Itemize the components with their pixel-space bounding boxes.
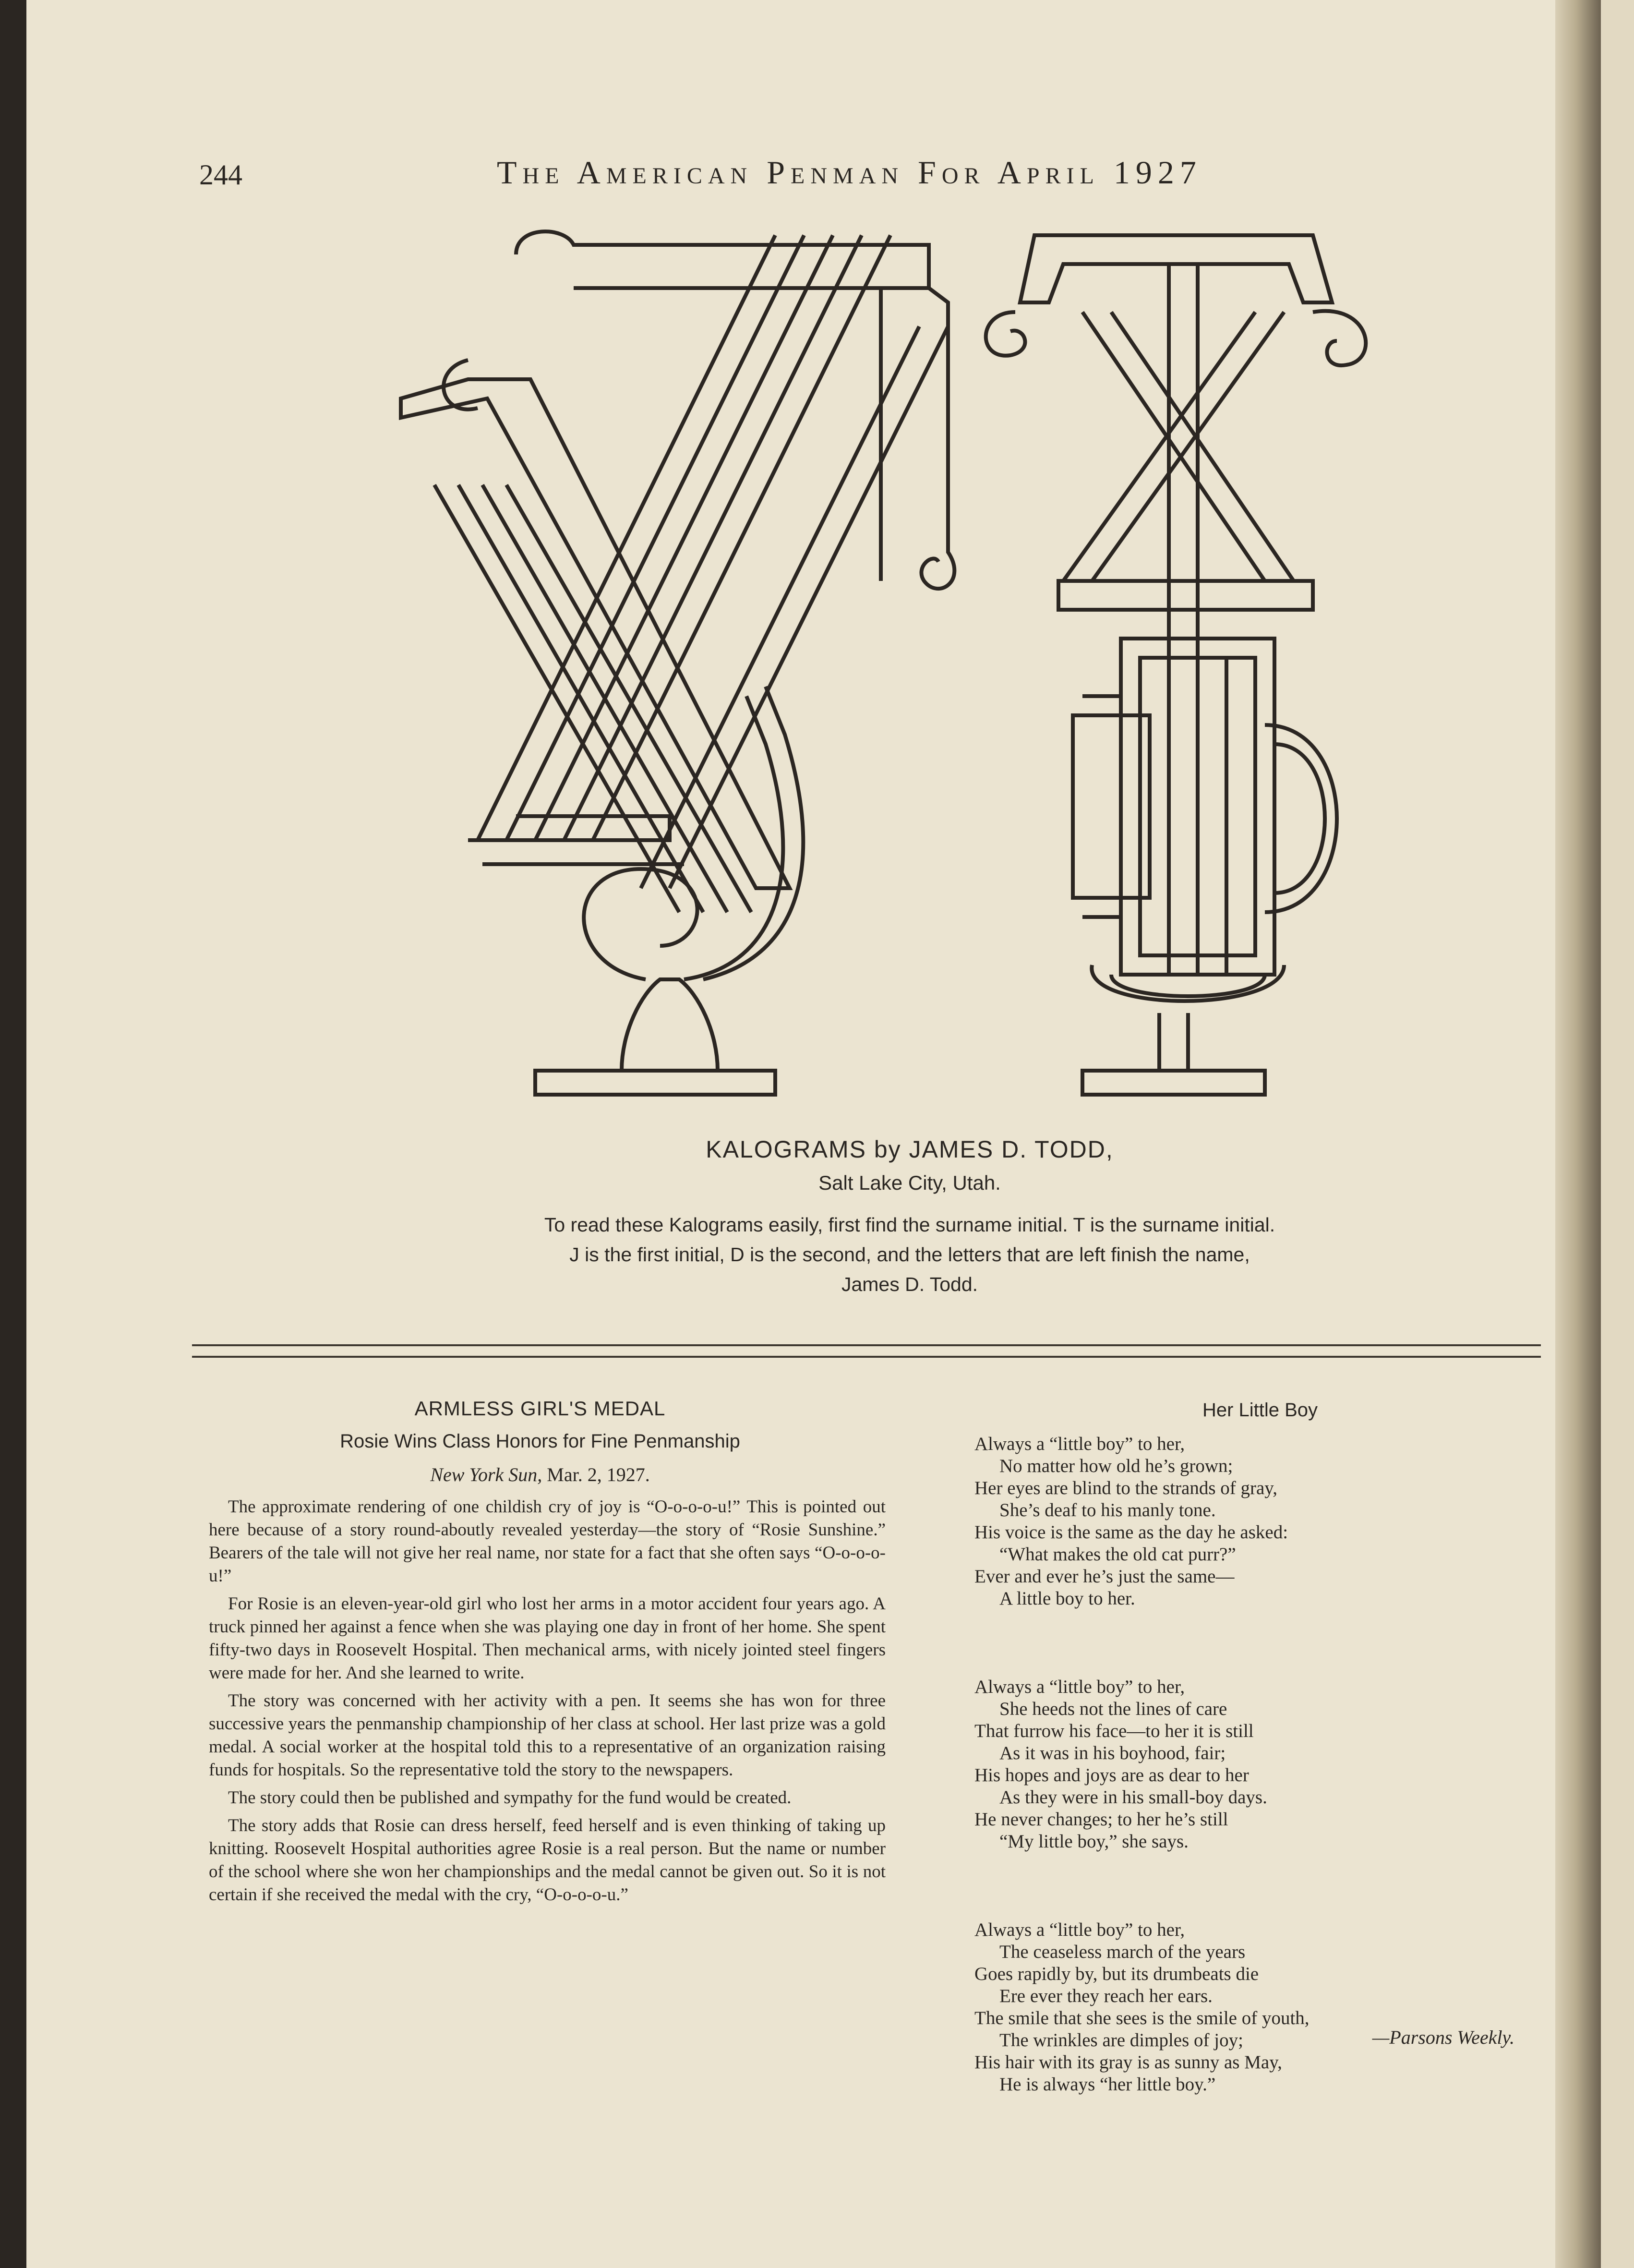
kalograms-caption-place: Salt Lake City, Utah.: [818, 1171, 1001, 1194]
kalogram-illustrations: [372, 216, 1438, 1119]
kalogram-left: [401, 231, 954, 1095]
poem-line: Her eyes are blind to the strands of gray,: [974, 1478, 1278, 1498]
poem-line: Always a “little boy” to her,: [974, 1919, 1185, 1940]
poem-line: She’s deaf to his manly tone.: [999, 1500, 1216, 1520]
source-name: New York Sun,: [430, 1464, 542, 1485]
poem-line: That furrow his face—to her it is still: [974, 1721, 1254, 1741]
article-paragraph: The story adds that Rosie can dress herself, feed herself and is even thinking of taking up knitting. Roosevelt Hospital authorities agree Rosie is a real person. But the name or number of the school where she won her championships and the medal cannot be given out. So it is not certain if she received the medal with the cry, “O-o-o-o-u.”: [209, 1816, 886, 1905]
poem-line: Always a “little boy” to her,: [974, 1677, 1185, 1697]
article-source: [194, 1463, 886, 1486]
poem-body: [974, 1433, 1570, 2162]
article-title: ARMLESS GIRL'S MEDAL: [414, 1397, 666, 1420]
poem-line: He never changes; to her he’s still: [974, 1809, 1228, 1830]
article-subtitle: Rosie Wins Class Honors for Fine Penmanship: [340, 1431, 740, 1452]
kalogram-right: [986, 235, 1366, 1095]
double-rule-divider: [192, 1344, 1541, 1358]
caption-line: To read these Kalograms easily, first find the surname initial. T is the surname initial.: [544, 1214, 1275, 1236]
poem-line: His voice is the same as the day he asked:: [974, 1522, 1288, 1543]
running-head: The American Penman For April 1927: [497, 154, 1202, 191]
poem-line: The smile that she sees is the smile of youth,: [974, 2008, 1310, 2028]
poem-line: No matter how old he’s grown;: [999, 1456, 1233, 1476]
article-paragraph: For Rosie is an eleven-year-old girl who lost her arms in a motor accident four years ago. A truck pinned her against a fence when she was playing one day in front of her home. She spent fifty-two days in Roosevelt Hospital. Then mechanical arms, with nicely jointed steel fingers were made for her. And she learned to write.: [209, 1594, 886, 1683]
page-number: 244: [199, 159, 242, 191]
poem-attribution: —Parsons Weekly.: [1372, 2027, 1514, 2048]
magazine-page: [26, 0, 1582, 2268]
kalograms-caption-instructions: [396, 1210, 1423, 1299]
poem-line: A little boy to her.: [999, 1588, 1135, 1609]
poem-stanza: [974, 1433, 1570, 1610]
article-body: [209, 1496, 886, 1911]
caption-line: J is the first initial, D is the second, and the letters that are left finish the name,: [569, 1243, 1250, 1266]
poem-title: Her Little Boy: [1202, 1399, 1318, 1421]
poem-line: His hair with its gray is as sunny as May,: [974, 2052, 1282, 2073]
poem-line: Ere ever they reach her ears.: [999, 1986, 1213, 2006]
poem-line: The ceaseless march of the years: [999, 1942, 1246, 1962]
poem-line: “What makes the old cat purr?”: [999, 1544, 1236, 1565]
article-paragraph: The story was concerned with her activity with a pen. It seems she has won for three successive years the penmanship championship of her class at school. Her last prize was a gold medal. A social worker at the hospital told this to a representative of an organization raising funds for hospitals. So the representative told the story to the newspapers.: [209, 1691, 886, 1780]
source-date: Mar. 2, 1927.: [547, 1464, 650, 1485]
article-paragraph: The approximate rendering of one childish cry of joy is “O-o-o-o-u!” This is pointed out here because of a story round-aboutly revealed yesterday—the story of “Rosie Sunshine.” Bearers of the tale will not give her real name, nor state for a fact that she often says “O-o-o-o-u!”: [209, 1497, 886, 1586]
poem-line: “My little boy,” she says.: [999, 1831, 1189, 1852]
poem-line: Always a “little boy” to her,: [974, 1434, 1185, 1454]
poem-stanza: [974, 1919, 1570, 2096]
poem-line: The wrinkles are dimples of joy;: [999, 2030, 1243, 2051]
article-paragraph: The story could then be published and sympathy for the fund would be created.: [228, 1788, 792, 1808]
poem-line: Goes rapidly by, but its drumbeats die: [974, 1964, 1259, 1984]
poem-line: She heeds not the lines of care: [999, 1699, 1227, 1719]
poem-line: His hopes and joys are as dear to her: [974, 1765, 1249, 1785]
poem-line: Ever and ever he’s just the same—: [974, 1566, 1235, 1587]
book-spine-shadow: [1555, 0, 1601, 2268]
kalograms-caption-title: KALOGRAMS by JAMES D. TODD,: [706, 1136, 1114, 1163]
poem-line: He is always “her little boy.”: [999, 2074, 1216, 2095]
caption-line: James D. Todd.: [841, 1273, 978, 1295]
poem-line: As they were in his small-boy days.: [999, 1787, 1267, 1808]
poem-line: As it was in his boyhood, fair;: [999, 1743, 1226, 1763]
poem-stanza: [974, 1676, 1570, 1853]
